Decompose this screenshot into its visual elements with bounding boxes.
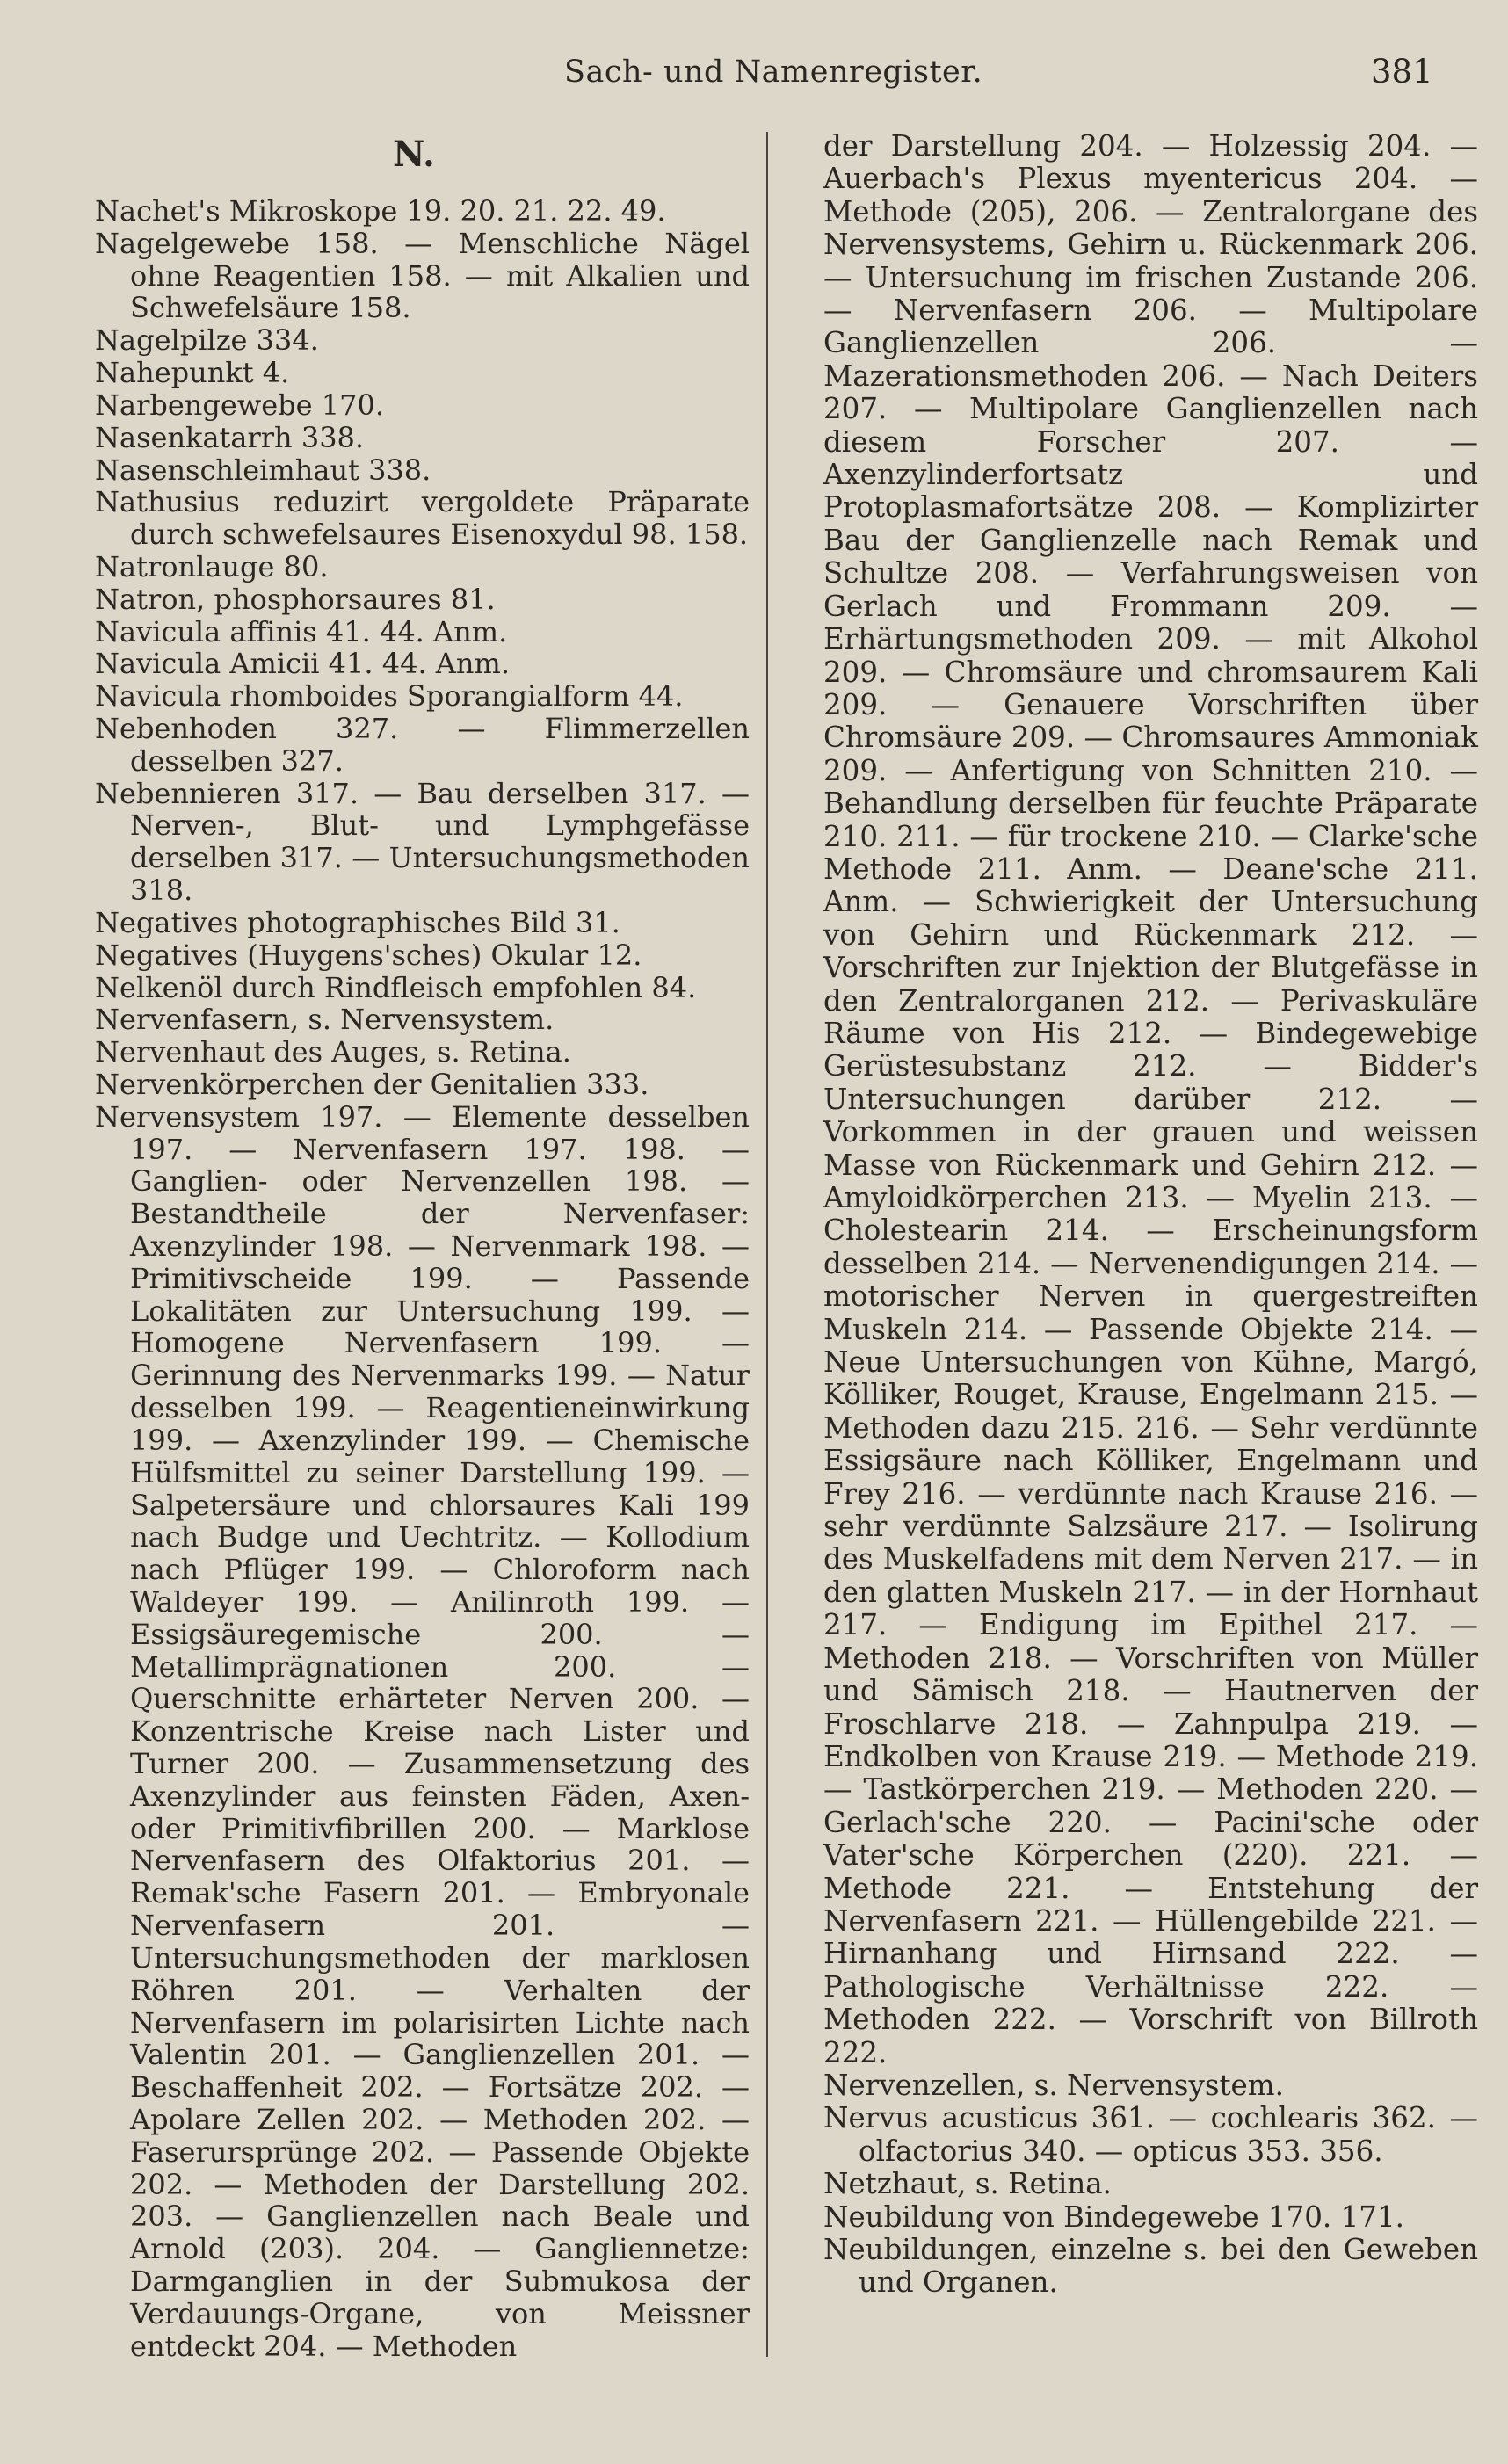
index-entry: Nathusius reduzirt vergoldete Präparate durch schwefelsaures Eisenoxydul 98. 158. [95,485,750,552]
index-entry-continuation: der Darstellung 204. — Holzessig 204. — Auerbach's Plexus myentericus 204. — Methode (205), 206. — Zentralorgane des Nervensystems, Gehirn u. Rückenmark 206. — Untersuchung im frischen Zustande 206. — Nervenfasern 206. — Multipolare Ganglienzellen 206. — Mazerationsmethoden 206. — Nach Deiters 207. — Multipolare Ganglienzellen nach diesem Forscher 207. — Axenzylinderfortsatz und Protoplasmafortsätze 208. — Komplizirter Bau der Ganglienzelle nach Remak und Schultze 208. — Verfahrungsweisen von Gerlach und Frommann 209. — Erhärtungsmethoden 209. — mit Alkohol 209. — Chromsäure und chromsaurem Kali 209. — Genauere Vorschriften über Chromsäure 209. — Chromsaures Ammoniak 209. — Anfertigung von Schnitten 210. — Behandlung derselben für feuchte Präparate 210. 211. — für trockene 210. — Clarke'sche Methode 211. Anm. — Deane'sche 211. Anm. — Schwierigkeit der Untersuchung von Gehirn und Rückenmark 212. — Vorschriften zur Injektion der Blutgefässe in den Zentralorganen 212. — Perivaskuläre Räume von His 212. — Bindegewebige Gerüstesubstanz 212. — Bidder's Untersuchungen darüber 212. — Vorkommen in der grauen und weissen Masse von Rückenmark und Gehirn 212. — Amyloidkörperchen 213. — Myelin 213. — Cholestearin 214. — Erscheinungsform desselben 214. — Nervenendigungen 214. — motorischer Nerven in quergestreiften Muskeln 214. — Passende Objekte 214. — Neue Untersuchungen von Kühne, Margó, Kölliker, Rouget, Krause, Engelmann 215. — Methoden dazu 215. 216. — Sehr verdünnte Essigsäure nach Kölliker, Engelmann und Frey 216. — verdünnte nach Krause 216. — sehr verdünnte Salzsäure 217. — Isolirung des Muskelfadens mit dem Nerven 217. — in den glatten Muskeln 217. — in der Hornhaut 217. — Endigung im Epithel 217. — Methoden 218. — Vorschriften von Müller und Sämisch 218. — Hautnerven der Froschlarve 218. — Zahnpulpa 219. — Endkolben von Krause 219. — Methode 219. — Tastkörperchen 219. — Methoden 220. — Gerlach'sche 220. — Pacini'sche oder Vater'sche Körperchen (220). 221. — Methode 221. — Entstehung der Nervenfasern 221. — Hüllengebilde 221. — Hirnanhang und Hirnsand 222. — Pathologische Verhältnisse 222. — Methoden 222. — Vorschrift von Billroth 222. [823,129,1478,2069]
index-entry: Nebennieren 317. — Bau derselben 317. — Nerven-, Blut- und Lymphgefässe derselben 317. — Untersuchungsmethoden 318. [95,776,750,908]
index-entry: Nagelpilze 334. [95,323,319,358]
index-entry: Nagelgewebe 158. — Menschliche Nägel ohne Reagentien 158. — mit Alkalien und Schwefelsäure 158. [95,226,750,325]
index-entry: Nelkenöl durch Rindfleisch empfohlen 84. [95,970,697,1004]
index-entry: Nervenzellen, s. Nervensystem. [823,2068,1284,2102]
page-number: 381 [1371,53,1433,91]
index-entry: Negatives (Huygens'sches) Okular 12. [95,938,642,972]
index-entry: Nasenschleimhaut 338. [95,453,431,487]
letter-heading: N. [393,134,435,175]
index-entry: Nahepunkt 4. [95,356,290,390]
index-entry: Netzhaut, s. Retina. [823,2167,1112,2201]
column-divider [766,132,768,2357]
index-entry: Nebenhoden 327. — Flimmerzellen desselben 327. [95,712,750,778]
index-entry: Navicula rhomboides Sporangialform 44. [95,679,684,714]
index-entry: Narbengewebe 170. [95,388,384,422]
index-entry: Negatives photographisches Bild 31. [95,905,620,939]
index-entry: Neubildungen, einzelne s. bei den Geweben und Organen. [823,2233,1478,2300]
index-entry: Neubildung von Bindegewebe 170. 171. [823,2199,1404,2234]
index-entry: Nervenkörperchen der Genitalien 333. [95,1067,649,1101]
index-entry: Nasenkatarrh 338. [95,420,365,454]
index-entry: Nachet's Mikroskope 19. 20. 21. 22. 49. [95,194,666,228]
index-entry: Natronlauge 80. [95,549,329,583]
index-entry: Nervensystem 197. — Elemente desselben 197. — Nervenfasern 197. 198. — Ganglien- oder Nervenzellen 198. — Bestandtheile der Nervenfaser: Axenzylinder 198. — Nervenmark 198. — Primitivscheide 199. — Passende Lokalitäten zur Untersuchung 199. — Homogene Nervenfasern 199. — Gerinnung des Nervenmarks 199. — Natur desselben 199. — Reagentieneinwirkung 199. — Axenzylinder 199. — Chemische Hülfsmittel zu seiner Darstellung 199. — Salpetersäure und chlorsaures Kali 199 nach Budge und Uechtritz. — Kollodium nach Pflüger 199. — Chloroform nach Waldeyer 199. — Anilinroth 199. — Essigsäuregemische 200. — Metallimprägnationen 200. — Querschnitte erhärteter Nerven 200. — Konzentrische Kreise nach Lister und Turner 200. — Zusammensetzung des Axenzylinder aus feinsten Fäden, Axen- oder Primitivfibrillen 200. — Marklose Nervenfasern des Olfaktorius 201. — Remak'sche Fasern 201. — Embryonale Nervenfasern 201. — Untersuchungsmethoden der marklosen Röhren 201. — Verhalten der Nervenfasern im polarisirten Lichte nach Valentin 201. — Ganglienzellen 201. — Beschaffenheit 202. — Fortsätze 202. — Apolare Zellen 202. — Methoden 202. — Faserursprünge 202. — Passende Objekte 202. — Methoden der Darstellung 202. 203. — Ganglienzellen nach Beale und Arnold (203). 204. — Gangliennetze: Darmganglien in der Submukosa der Verdauungs-Organe, von Meissner entdeckt 204. — Methoden [95,1099,750,2363]
index-entry: Natron, phosphorsaures 81. [95,582,496,616]
index-entry: Nervenfasern, s. Nervensystem. [95,1003,555,1037]
right-column [823,130,1478,2300]
index-entry: Nervenhaut des Auges, s. Retina. [95,1035,571,1069]
left-column [95,195,750,2362]
running-head: Sach- und Namenregister. [564,54,983,90]
index-entry: Navicula affinis 41. 44. Anm. [95,614,508,649]
index-entry: Navicula Amicii 41. 44. Anm. [95,647,511,681]
index-entry: Nervus acusticus 361. — cochlearis 362. — olfactorius 340. — opticus 353. 356. [823,2101,1478,2168]
